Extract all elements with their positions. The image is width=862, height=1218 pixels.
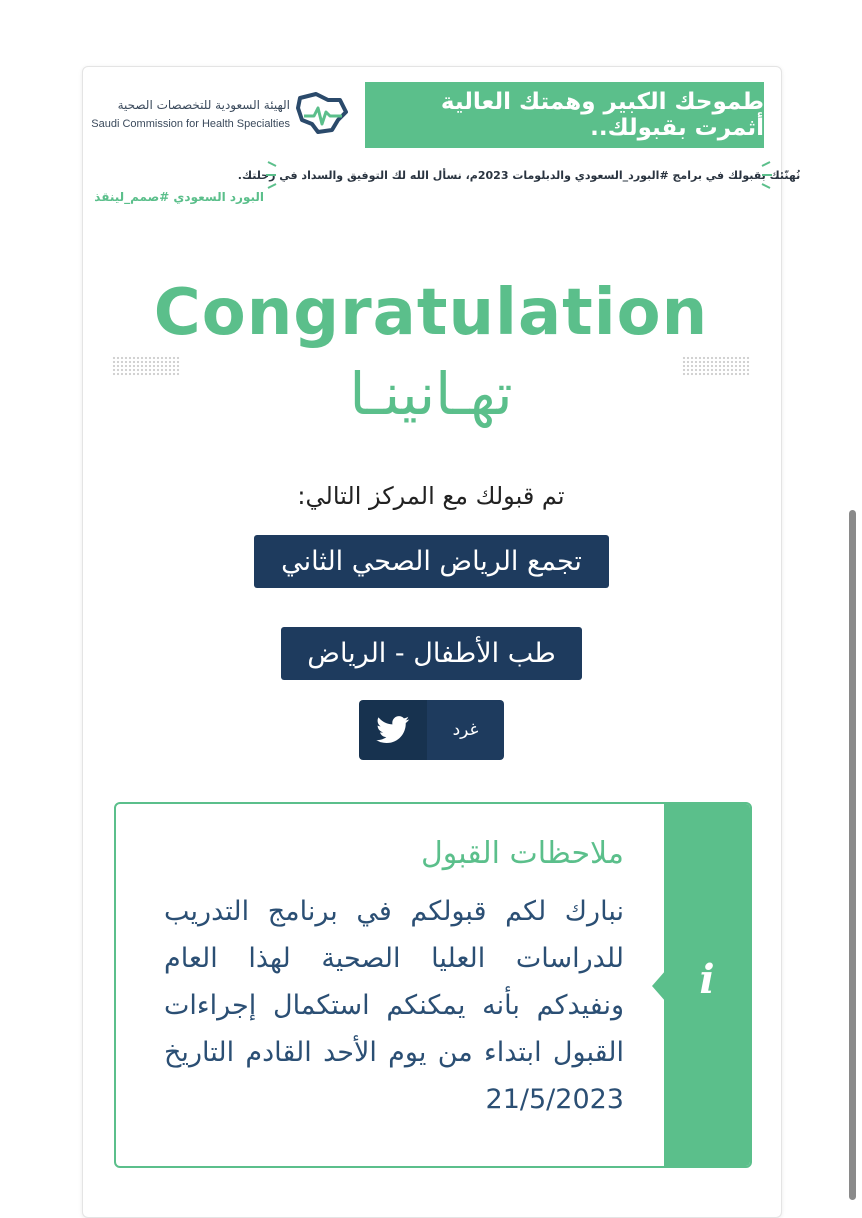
tweet-button[interactable] <box>359 700 504 760</box>
specialty-badge <box>281 627 582 680</box>
congratulation-title: Congratulation <box>153 276 709 350</box>
specialty-name: طب الأطفال - الرياض <box>307 638 556 669</box>
twitter-bird-glyph <box>376 716 410 744</box>
accepted-center-label: تم قبولك مع المركز التالي: <box>297 482 565 510</box>
notes-title: ملاحظات القبول <box>420 836 624 871</box>
notice-text: نُهنّئك بقبولك في برامج #البورد_السعودي والدبلومات 2023م، نسأل الله لك التوفيق والسداد في رحلتك. <box>237 168 801 182</box>
scfhs-logo <box>91 90 350 142</box>
page-scrollbar[interactable] <box>849 510 856 1200</box>
logo-english-name: Saudi Commission for Health Specialties <box>91 118 290 130</box>
center-badge <box>254 535 609 588</box>
acceptance-notes-box <box>114 802 752 1168</box>
info-icon: i <box>699 956 715 1003</box>
header-banner <box>365 82 764 148</box>
tweet-label: غرد <box>427 700 504 760</box>
logo-arabic-name: الهيئة السعودية للتخصصات الصحية <box>117 98 290 112</box>
center-name: تجمع الرياض الصحي الثاني <box>281 546 582 577</box>
sparkle-left-icon <box>262 160 280 190</box>
twitter-bird-icon <box>359 700 427 760</box>
saudi-map-heartbeat-icon <box>294 90 350 138</box>
hashtags: البورد السعودي #صمم_لينقذ <box>94 190 264 204</box>
congrats-notice <box>237 160 801 190</box>
notes-body: نبارك لكم قبولكم في برنامج التدريب للدراسات العليا الصحية لهذا العام ونفيدكم بأنه يمكنكم استكمال إجراءات القبول ابتداء من يوم الأحد القادم التاريخ 21/5/2023 <box>164 896 624 1115</box>
sparkle-right-icon <box>758 160 776 190</box>
banner-text: طموحك الكبير وهمتك العالية أثمرت بقبولك.. <box>440 89 764 141</box>
tahanina-title: تهـانينـا <box>349 360 513 428</box>
